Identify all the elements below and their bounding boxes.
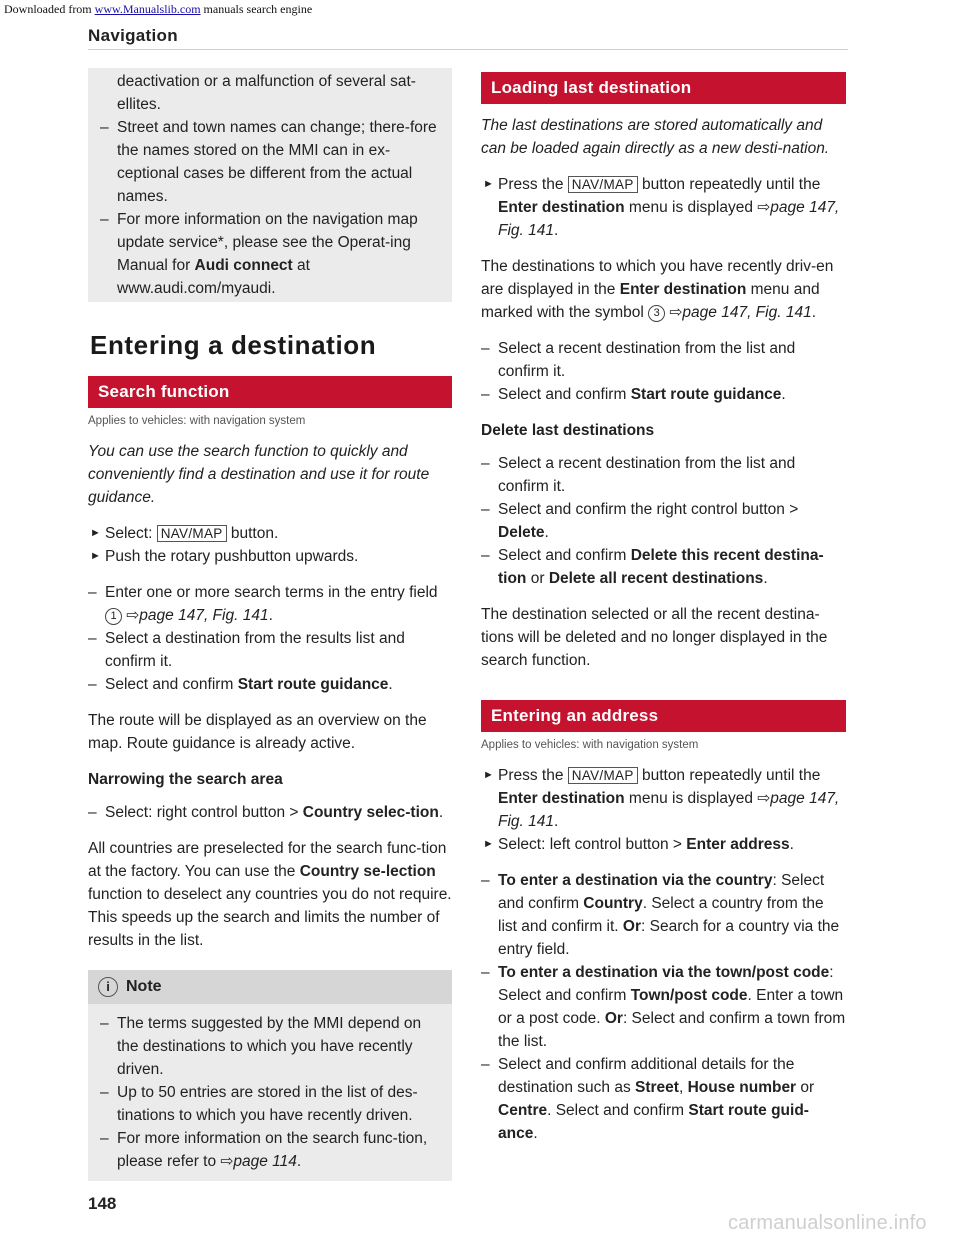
right-column [481, 72, 846, 1158]
loading-destination-bar: Loading last destination [481, 72, 846, 104]
note-header [88, 970, 452, 1004]
entering-address-bar: Entering an address [481, 700, 846, 732]
download-banner [4, 2, 312, 16]
list-item: – Select and confirm Delete this recent destina-tion or Delete all recent destinations. [481, 547, 824, 587]
country-selection-text: All countries are preselected for the search func-tion at the factory. You can use the Country se-lection function to deselect any countries you do not require. This speeds up the search and limits the number of results in the list. [88, 840, 452, 949]
page-heading: Entering a destination [90, 330, 377, 360]
narrowing-heading: Narrowing the search area [88, 771, 283, 788]
step-item: ► Press the NAV/MAP button repeatedly until the Enter destination menu is displayed ⇨page 147, Fig. 141. [481, 764, 846, 833]
list-item: – Up to 50 entries are stored in the list of des-tinations to which you have recently driven. [100, 1084, 418, 1124]
audi-connect-label: Audi connect [194, 257, 293, 274]
page-reference[interactable]: ⇨page 114 [220, 1153, 297, 1170]
page-reference[interactable]: ⇨page 147, Fig. 141 [122, 607, 269, 624]
banner-suffix: manuals search engine [200, 2, 313, 16]
list-item: – Select a destination from the results list and confirm it. [88, 630, 405, 670]
search-intro: You can use the search function to quickly and conveniently find a destination and use it for route guidance. [88, 443, 430, 506]
list-item: – Select and confirm Start route guidance. [88, 676, 393, 693]
search-function-bar: Search function [88, 376, 452, 408]
site-watermark: carmanualsonline.info [728, 1212, 927, 1234]
loading-intro: The last destinations are stored automatically and can be loaded again directly as a new desti-nation. [481, 117, 830, 157]
list-item: – Street and town names can change; there-fore the names stored on the MMI can in ex-ceptional cases be different from the actual names. [100, 119, 437, 205]
delete-heading: Delete last destinations [481, 422, 655, 439]
step-item: ► Push the rotary pushbutton upwards. [88, 545, 452, 568]
arrow-icon: ► [483, 769, 494, 781]
arrow-icon: ► [90, 527, 101, 539]
info-icon: i [98, 977, 118, 997]
callout-number: 1 [105, 608, 122, 625]
arrow-icon: ► [90, 550, 101, 562]
list-item: – Select and confirm Start route guidance. [481, 386, 786, 403]
list-item: – Enter one or more search terms in the entry field 1 ⇨page 147, Fig. 141. [88, 584, 438, 624]
list-item: – For more information on the search func-tion, please refer to ⇨page 114. [100, 1130, 428, 1170]
list-item: – For more information on the navigation map update service*, please see the Operat-ing Manual for Audi connect at www.audi.com/myaudi. [100, 211, 418, 297]
delete-result-text: The destination selected or all the recent destina-tions will be deleted and no longer displayed in the search function. [481, 606, 828, 669]
applies-note: Applies to vehicles: with navigation system [88, 415, 306, 427]
header-divider [88, 49, 848, 50]
list-item: – The terms suggested by the MMI depend on the destinations to which you have recently driven. [100, 1015, 422, 1078]
nav-map-button: NAV/MAP [568, 767, 638, 784]
list-item: – Select: right control button > Country selec-tion. [88, 804, 444, 821]
nav-map-button: NAV/MAP [568, 176, 638, 193]
page-reference[interactable]: ⇨page 147, Fig. 141 [665, 304, 812, 321]
arrow-icon: ► [483, 838, 494, 850]
note-box [88, 970, 452, 1181]
applies-note: Applies to vehicles: with navigation system [481, 739, 699, 751]
list-item: – To enter a destination via the town/post code: Select and confirm Town/post code. Enter a town or a post code. Or: Select and confirm a town from the list. [481, 964, 846, 1050]
continued-text: deactivation or a malfunction of several sat-ellites. [117, 73, 416, 113]
page-number: 148 [88, 1194, 117, 1213]
page-reference[interactable]: ⇨page 147, Fig. 141 [498, 790, 840, 830]
list-item: – Select and confirm the right control button > Delete. [481, 501, 799, 541]
route-result-text: The route will be displayed as an overview on the map. Route guidance is already active. [88, 712, 427, 752]
list-item: – Select a recent destination from the list and confirm it. [481, 340, 796, 380]
list-item: – To enter a destination via the country: Select and confirm Country. Select a country from the list and confirm it. Or: Search for a country via the entry field. [481, 872, 840, 958]
section-title: Navigation [88, 26, 178, 45]
page-reference[interactable]: ⇨page 147, Fig. 141 [498, 199, 840, 239]
recent-destinations-text: The destinations to which you have recently driv-en are displayed in the Enter destination menu and marked with the symbol 3 ⇨page 147, Fig. 141. [481, 258, 834, 321]
manualslib-link[interactable]: www.Manualslib.com [94, 2, 201, 16]
continued-info-box [88, 68, 452, 302]
step-item: ► Select: left control button > Enter address. [481, 833, 846, 856]
callout-number: 3 [648, 305, 665, 322]
left-column [88, 68, 452, 1181]
nav-map-button: NAV/MAP [157, 525, 227, 542]
note-title: Note [126, 978, 162, 995]
step-item: ► Press the NAV/MAP button repeatedly until the Enter destination menu is displayed ⇨page 147, Fig. 141. [481, 173, 846, 242]
banner-prefix: Downloaded from [4, 2, 95, 16]
step-item: ► Select: NAV/MAP button. [88, 522, 452, 545]
list-item: – Select a recent destination from the list and confirm it. [481, 455, 796, 495]
arrow-icon: ► [483, 178, 494, 190]
list-item: – Select and confirm additional details for the destination such as Street, House number or Centre. Select and confirm Start route guid-ance. [481, 1056, 815, 1142]
